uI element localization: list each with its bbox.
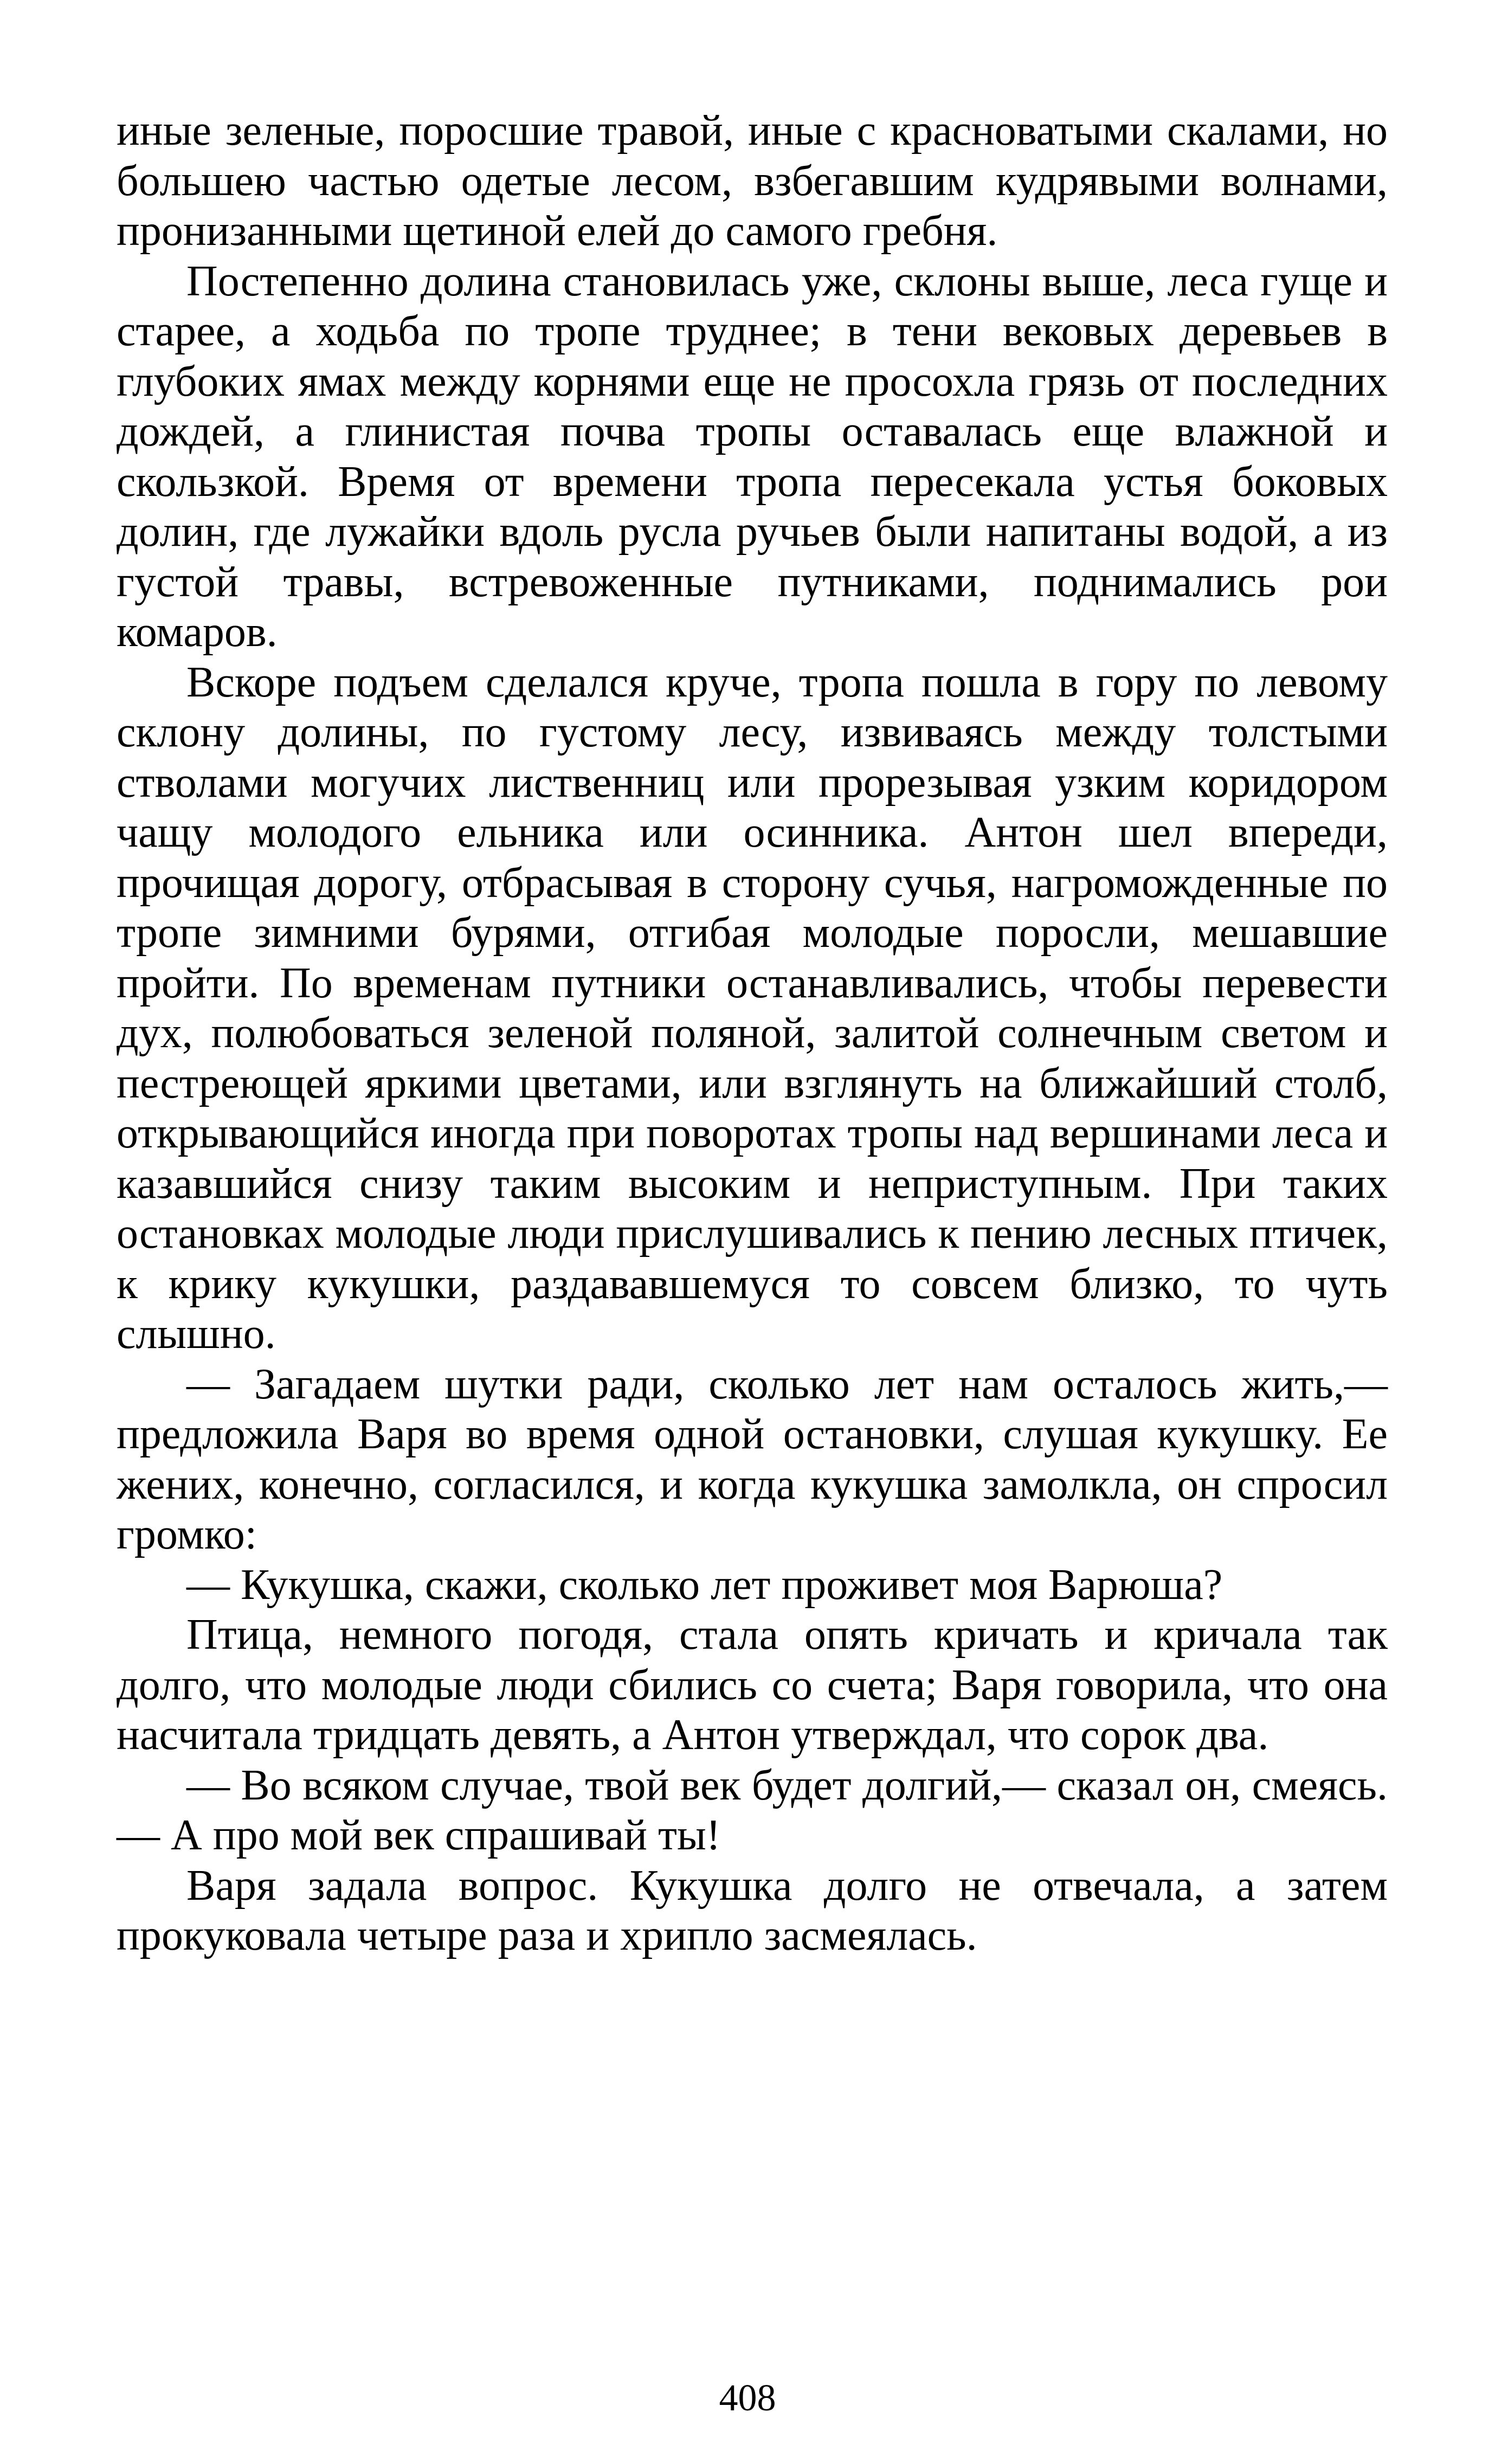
paragraph-5: — Кукушка, скажи, сколько лет проживет моя Варюша? [186, 1560, 1223, 1609]
paragraph-1: иные зеленые, поросшие травой, иные с красноватыми скалами, но большею частью одетые лесом, взбегавшим кудрявыми волнами, пронизанными щетиной елей до самого гребня. [117, 107, 1388, 255]
paragraph-7: — Во всяком случае, твой век будет долгий,— сказал он, смеясь.— А про мой век спрашивай ты! [117, 1761, 1388, 1859]
paragraph-8: Варя задала вопрос. Кукушка долго не отвечала, а затем прокуковала четыре раза и хрипло засмеялась. [117, 1861, 1388, 1959]
paragraph-6: Птица, немного погодя, стала опять кричать и кричала так долго, что молодые люди сбились со счета; Варя говорила, что она насчитала тридцать девять, а Антон утверждал, что сорок два. [117, 1611, 1388, 1759]
page-number: 408 [719, 2377, 776, 2419]
page-body [117, 106, 1388, 1961]
paragraph-4: — Загадаем шутки ради, сколько лет нам осталось жить,— предложила Варя во время одной остановки, слушая кукушку. Ее жених, конечно, согласился, и когда кукушка замолкла, он спросил громко: [117, 1360, 1388, 1558]
paragraph-3: Вскоре подъем сделался круче, тропа пошла в гору по левому склону долины, по густому лесу, извиваясь между толстыми стволами могучих лиственниц или прорезывая узким коридором чащу молодого ельника или осинника. Антон шел впереди, прочищая дорогу, отбрасывая в сторону сучья, нагроможденные по тропе зимними бурями, отгибая молодые поросли, мешавшие пройти. По временам путники останавливались, чтобы перевести дух, полюбоваться зеленой поляной, залитой солнечным светом и пестреющей яркими цветами, или взглянуть на ближайший столб, открывающийся иногда при поворотах тропы над вершинами леса и казавшийся снизу таким высоким и неприступным. При таких остановках молодые люди прислушивались к пению лесных птичек, к крику кукушки, раздававшемуся то совсем близко, то чуть слышно. [117, 658, 1388, 1358]
paragraph-2: Постепенно долина становилась уже, склоны выше, леса гуще и старее, а ходьба по тропе труднее; в тени вековых деревьев в глубоких ямах между корнями еще не просохла грязь от последних дождей, а глинистая почва тропы оставалась еще влажной и скользкой. Время от времени тропа пересекала устья боковых долин, где лужайки вдоль русла ручьев были напитаны водой, а из густой травы, встревоженные путниками, поднимались рои комаров. [117, 257, 1388, 656]
